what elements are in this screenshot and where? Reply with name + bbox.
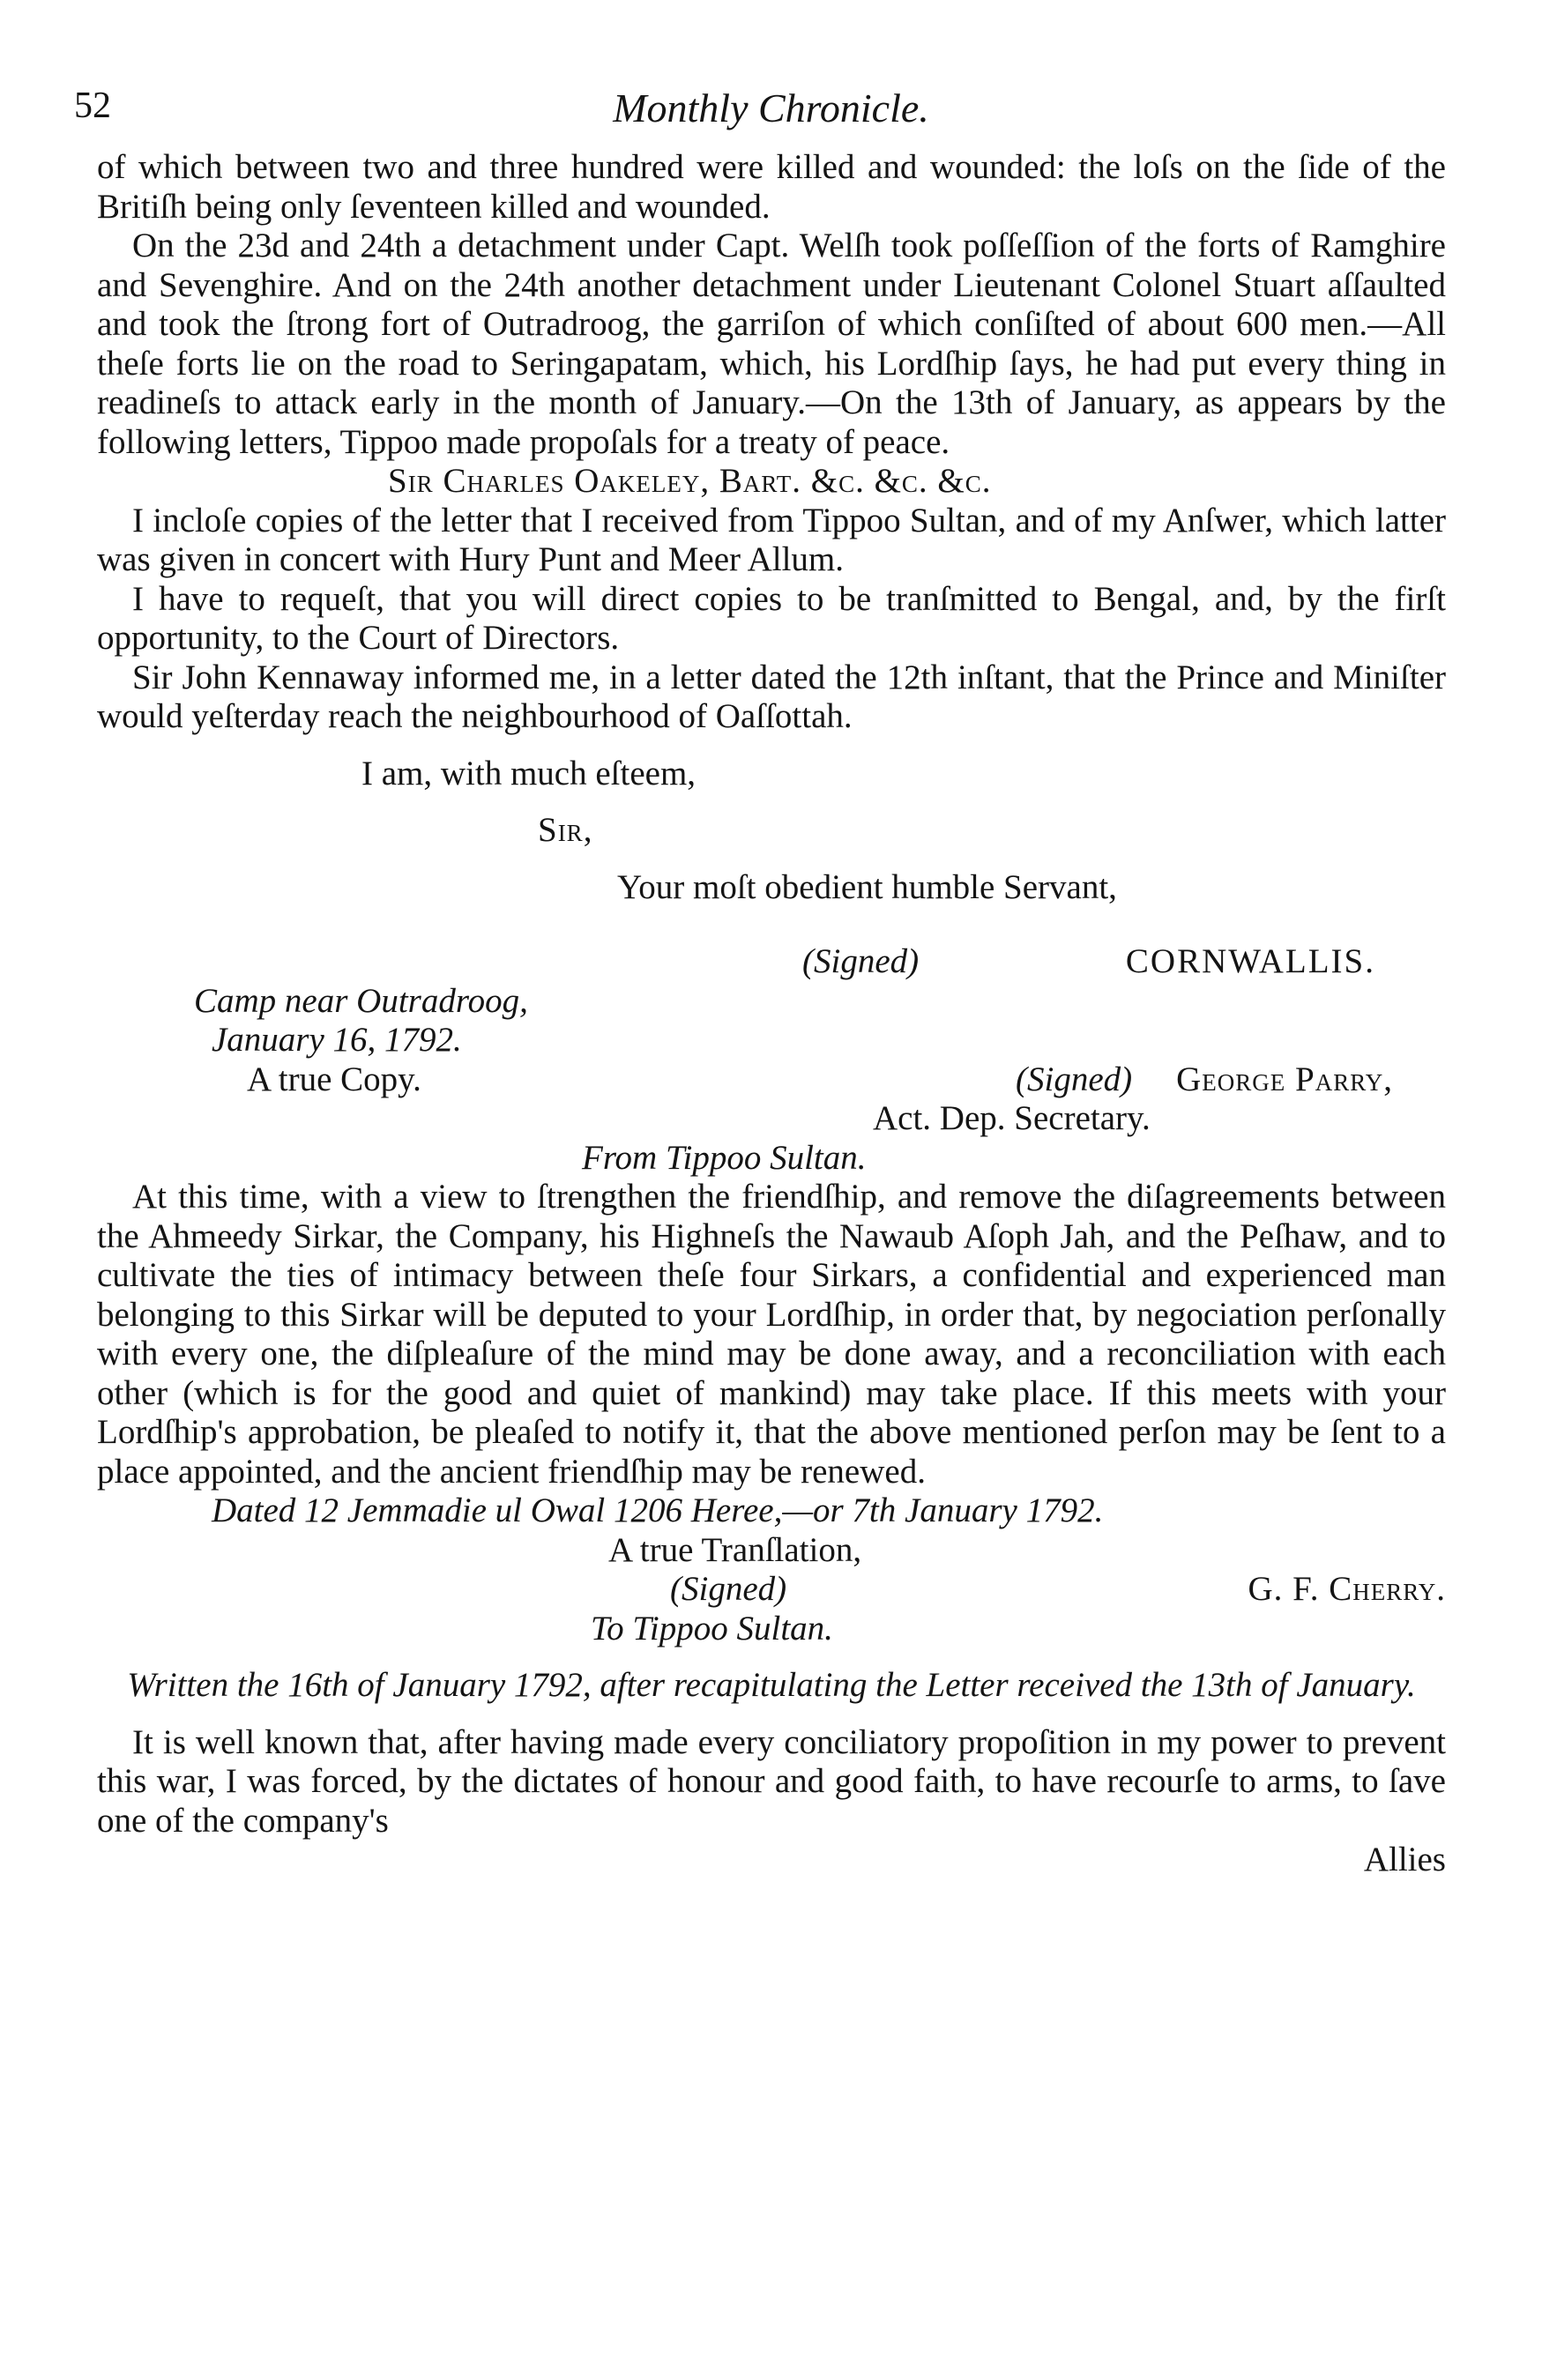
- signature-parry: George Parry,: [1176, 1060, 1393, 1098]
- signature-row-cornwallis: [97, 942, 1446, 982]
- camp-location: Camp near Outradroog,: [194, 981, 528, 1020]
- signature-row-parry: [97, 1060, 1446, 1100]
- heading-to-tippoo: To Tippoo Sultan.: [591, 1609, 833, 1647]
- page-header: [0, 85, 1542, 138]
- signature-cornwallis: CORNWALLIS.: [1125, 942, 1375, 980]
- paragraph-forts: On the 23d and 24th a detachment under Capt. Welſh took poſſeſſion of the forts of Ramghire and Sevenghire. And on the 24th another detachment under Lieutenant Colonel Stuart aſſaulted and took the ſtrong fort of Outradroog, the garriſon of which conſiſted of about 600 men.—All theſe forts lie on the road to Seringapatam, which, his Lordſhip ſays, he had put every thing in readineſs to attack early in the month of January.—On the 13th of January, as appears by the following letters, Tippoo made propoſals for a treaty of peace.: [97, 227, 1446, 461]
- letter-addressee: Sir Charles Oakeley, Bart. &c. &c. &c.: [388, 462, 992, 500]
- true-translation-label: A true Tranſlation,: [608, 1530, 862, 1569]
- running-title: Monthly Chronicle.: [613, 86, 929, 130]
- page-number: 52: [74, 86, 111, 126]
- letter-closing: I am, with much eſteem,: [361, 754, 697, 792]
- written-note: Written the 16th of January 1792, after recapitulating the Letter received the 13th of January.: [127, 1666, 1416, 1704]
- signoff-line: Your moſt obedient humble Servant,: [617, 867, 1117, 906]
- final-paragraph: It is well known that, after having made every conciliatory propoſition in my power to prevent this war, I was forced, by the dictates of honour and good faith, to have recourſe to arms, to ſave one of the company's: [97, 1722, 1446, 1840]
- letter-paragraph-3: Sir John Kennaway informed me, in a letter dated the 12th inſtant, that the Prince and Miniſter would yeſterday reach the neighbourhood of Oaſſottah.: [97, 658, 1446, 735]
- letter-paragraph-2: I have to requeſt, that you will direct copies to be tranſmitted to Bengal, and, by the firſt opportunity, to the Court of Directors.: [97, 579, 1446, 657]
- signature-row-cherry: [97, 1570, 1446, 1610]
- salutation-sir: Sir,: [538, 811, 593, 849]
- letter-paragraph-1: I incloſe copies of the letter that I received from Tippoo Sultan, and of my Anſwer, which latter was given in concert with Hury Punt and Meer Allum.: [97, 501, 1446, 578]
- signed-label: (Signed): [802, 942, 920, 980]
- tippoo-letter-date: Dated 12 Jemmadie ul Owal 1206 Heree,—or 7th January 1792.: [212, 1491, 1104, 1529]
- signed-label: (Signed): [1016, 1060, 1133, 1098]
- tippoo-letter-body: At this time, with a view to ſtrengthen the friendſhip, and remove the diſagreements between the Ahmeedy Sirkar, the Company, his Highneſs the Nawaub Aſoph Jah, and the Peſhaw, and to cultivate the ties of intimacy between theſe four Sirkars, a confidential and experienced man belonging to this Sirkar will be deputed to your Lordſhip, in order that, by negociation perſonally with every one, the diſpleaſure of the mind may be done away, and a reconciliation with each other (which is for the good and quiet of mankind) may take place. If this meets with your Lordſhip's approbation, be pleaſed to notify it, that the above mentioned perſon may be ſent to a place appointed, and the ancient friendſhip may be renewed.: [97, 1178, 1446, 1491]
- true-copy-label: A true Copy.: [247, 1060, 421, 1098]
- signed-label: (Signed): [670, 1570, 787, 1608]
- page-body: [97, 148, 1446, 1880]
- paragraph-casualties: of which between two and three hundred were killed and wounded: the loſs on the ſide of the Britiſh being only ſeventeen killed and wounded.: [97, 148, 1446, 226]
- catchword: Allies: [1363, 1841, 1446, 1878]
- signature-cherry: G. F. Cherry.: [1248, 1570, 1446, 1608]
- letter-date: January 16, 1792.: [212, 1021, 462, 1059]
- heading-from-tippoo: From Tippoo Sultan.: [582, 1138, 867, 1177]
- parry-title: Act. Dep. Secretary.: [873, 1099, 1151, 1137]
